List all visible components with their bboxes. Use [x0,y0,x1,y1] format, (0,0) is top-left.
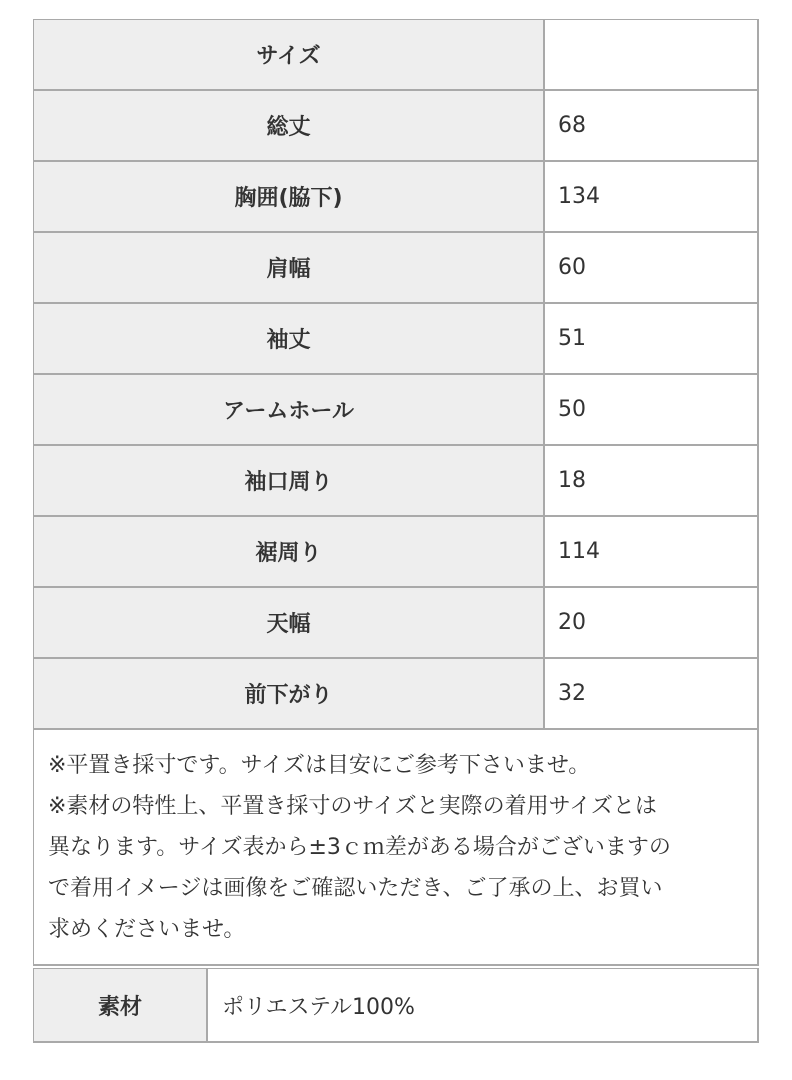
row-label-front-drop: 前下がり [34,659,545,730]
row-value-sleeve-length: 51 [545,304,759,375]
row-label-neck-width: 天幅 [34,588,545,659]
row-label-chest: 胸囲(脇下) [34,162,545,233]
table-row [34,659,759,730]
note-line: 求めくださいませ。 [48,917,246,942]
row-label-total-length: 総丈 [34,91,545,162]
note-line: ※平置き採寸です。サイズは目安にご参考下さいませ。 [48,753,591,778]
row-value-front-drop: 32 [545,659,759,730]
row-value-total-length: 68 [545,91,759,162]
row-value-armhole: 50 [545,375,759,446]
size-header-label: サイズ [34,20,545,91]
size-table [33,19,759,730]
note-line: 異なります。サイズ表から±3ｃｍ差がある場合がございますの [48,835,671,860]
measurement-notes [33,730,759,966]
row-label-hem: 裾周り [34,517,545,588]
row-label-sleeve-length: 袖丈 [34,304,545,375]
row-value-shoulder: 60 [545,233,759,304]
table-row [34,375,759,446]
table-row [34,969,759,1043]
table-row [34,588,759,659]
table-row [34,162,759,233]
row-value-cuff: 18 [545,446,759,517]
table-row [34,517,759,588]
table-row [34,233,759,304]
row-value-chest: 134 [545,162,759,233]
row-label-armhole: アームホール [34,375,545,446]
note-line: で着用イメージは画像をご確認いただき、ご了承の上、お買い [48,876,663,901]
material-label: 素材 [34,969,208,1043]
table-row [34,304,759,375]
row-label-cuff: 袖口周り [34,446,545,517]
material-table [33,968,759,1043]
size-header-value [545,20,759,91]
product-spec-panel [33,19,759,1043]
row-label-shoulder: 肩幅 [34,233,545,304]
table-row [34,91,759,162]
material-value: ポリエステル100% [208,969,759,1043]
note-line: ※素材の特性上、平置き採寸のサイズと実際の着用サイズとは [48,794,657,819]
row-value-neck-width: 20 [545,588,759,659]
table-row [34,446,759,517]
row-value-hem: 114 [545,517,759,588]
table-row [34,20,759,91]
